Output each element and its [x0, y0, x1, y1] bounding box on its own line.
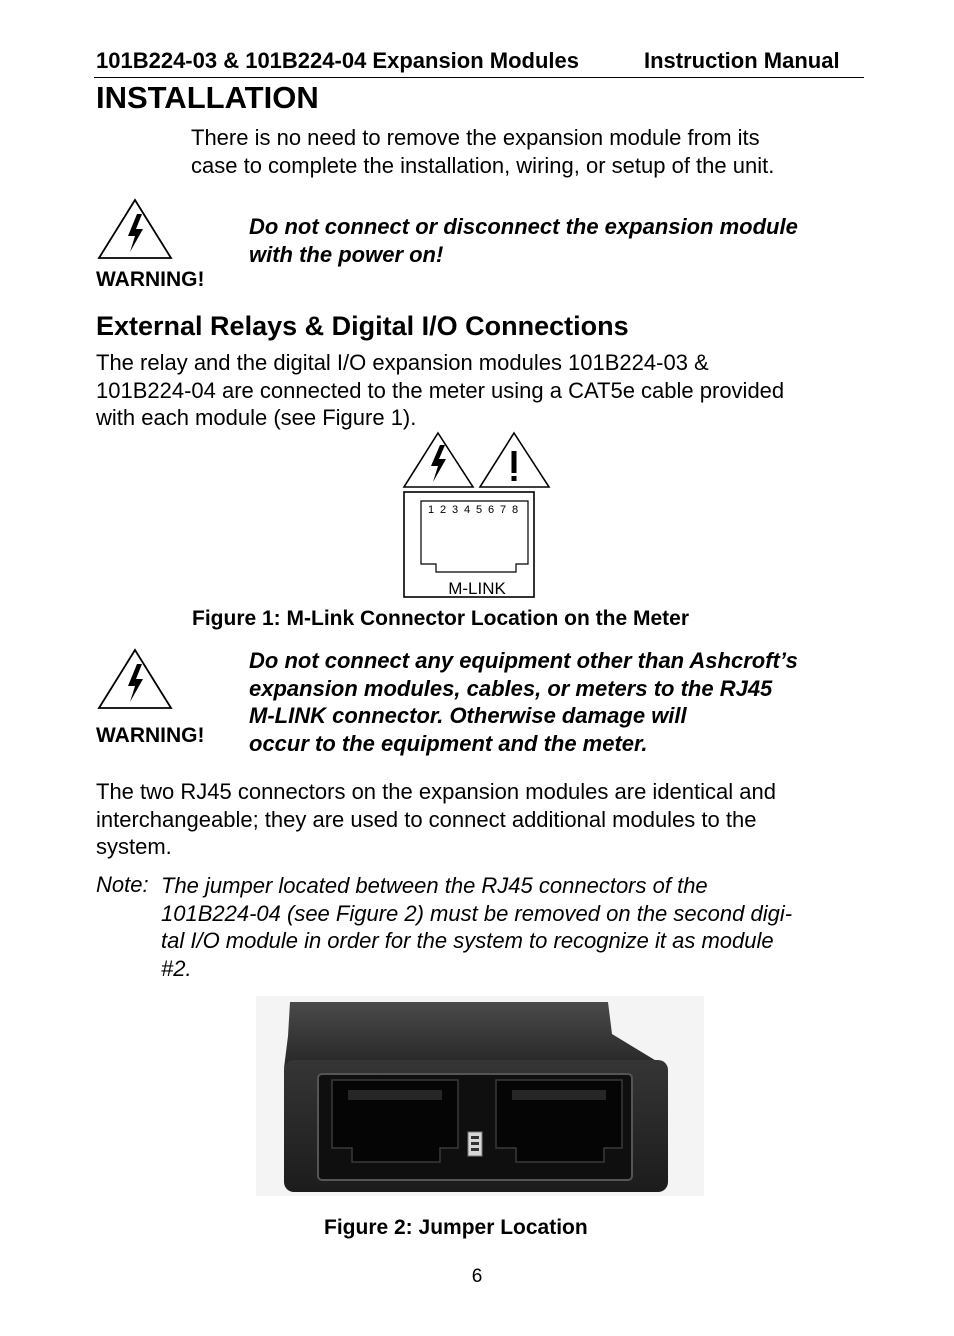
- jumper: [468, 1132, 482, 1156]
- relays-line: with each module (see Figure 1).: [96, 405, 417, 430]
- note-line: The jumper located between the RJ45 connectors of the: [161, 873, 708, 898]
- header-doc-title: 101B224-03 & 101B224-04 Expansion Modules: [96, 48, 580, 73]
- relays-line: 101B224-04 are connected to the meter using a CAT5e cable provided: [96, 377, 785, 403]
- note-label: Note:: [96, 872, 149, 897]
- warning-line: Do not connect any equipment other than Ashcroft’s: [249, 648, 798, 673]
- warning-line: expansion modules, cables, or meters to the RJ45: [249, 675, 773, 701]
- intro-line: There is no need to remove the expansion module from its: [191, 125, 760, 150]
- connector-label: M-LINK: [448, 579, 506, 598]
- m-link-connector-diagram: [402, 430, 554, 600]
- note-line: 101B224-04 (see Figure 2) must be removed on the second digi-: [161, 900, 793, 926]
- pin-label: 7: [499, 504, 507, 516]
- high-voltage-warning-icon: [97, 198, 173, 260]
- rj45-paragraph: [96, 778, 776, 861]
- pin-label: 5: [475, 504, 483, 516]
- page-number: 6: [471, 1266, 483, 1287]
- header-rule: [94, 77, 864, 78]
- warning-message: [249, 213, 798, 268]
- pin-label: 8: [511, 504, 519, 516]
- rj45-line: interchangeable; they are used to connect additional modules to the: [96, 806, 757, 832]
- rj45-line: The two RJ45 connectors on the expansion modules are identical and: [96, 779, 776, 804]
- rj45-line: system.: [96, 834, 172, 859]
- pin-label: 4: [463, 504, 471, 516]
- warning-line: with the power on!: [249, 241, 444, 267]
- relays-paragraph: [96, 349, 784, 432]
- installation-intro: [191, 124, 774, 179]
- note-body: [161, 872, 861, 982]
- high-voltage-warning-icon: [97, 648, 173, 710]
- relays-heading: External Relays & Digital I/O Connections: [96, 311, 629, 341]
- warning-line: M-LINK connector. Otherwise damage will: [249, 703, 687, 728]
- header-manual-label: Instruction Manual: [644, 48, 840, 73]
- high-voltage-warning-icon: [404, 433, 473, 487]
- pin-label: 3: [451, 504, 459, 516]
- warning-message: [249, 647, 798, 757]
- relays-line: The relay and the digital I/O expansion modules 101B224-03 &: [96, 350, 709, 375]
- note-line: tal I/O module in order for the system to recognize it as module: [161, 928, 774, 953]
- figure1-caption: Figure 1: M-Link Connector Location on the Meter: [192, 607, 690, 630]
- caution-icon: [480, 433, 549, 487]
- figure2-caption: Figure 2: Jumper Location: [324, 1216, 588, 1239]
- expansion-module-photo: [256, 996, 704, 1196]
- intro-line: case to complete the installation, wiring, or setup of the unit.: [191, 152, 775, 178]
- warning-line: occur to the equipment and the meter.: [249, 730, 648, 756]
- warning-line: Do not connect or disconnect the expansion module: [249, 214, 798, 239]
- warning-label: WARNING!: [96, 268, 205, 291]
- pin-label: 2: [439, 504, 447, 516]
- note-line: #2.: [161, 955, 192, 981]
- warning-label: WARNING!: [96, 724, 205, 747]
- installation-heading: INSTALLATION: [96, 80, 319, 115]
- pin-label: 1: [427, 504, 435, 516]
- pin-label: 6: [487, 504, 495, 516]
